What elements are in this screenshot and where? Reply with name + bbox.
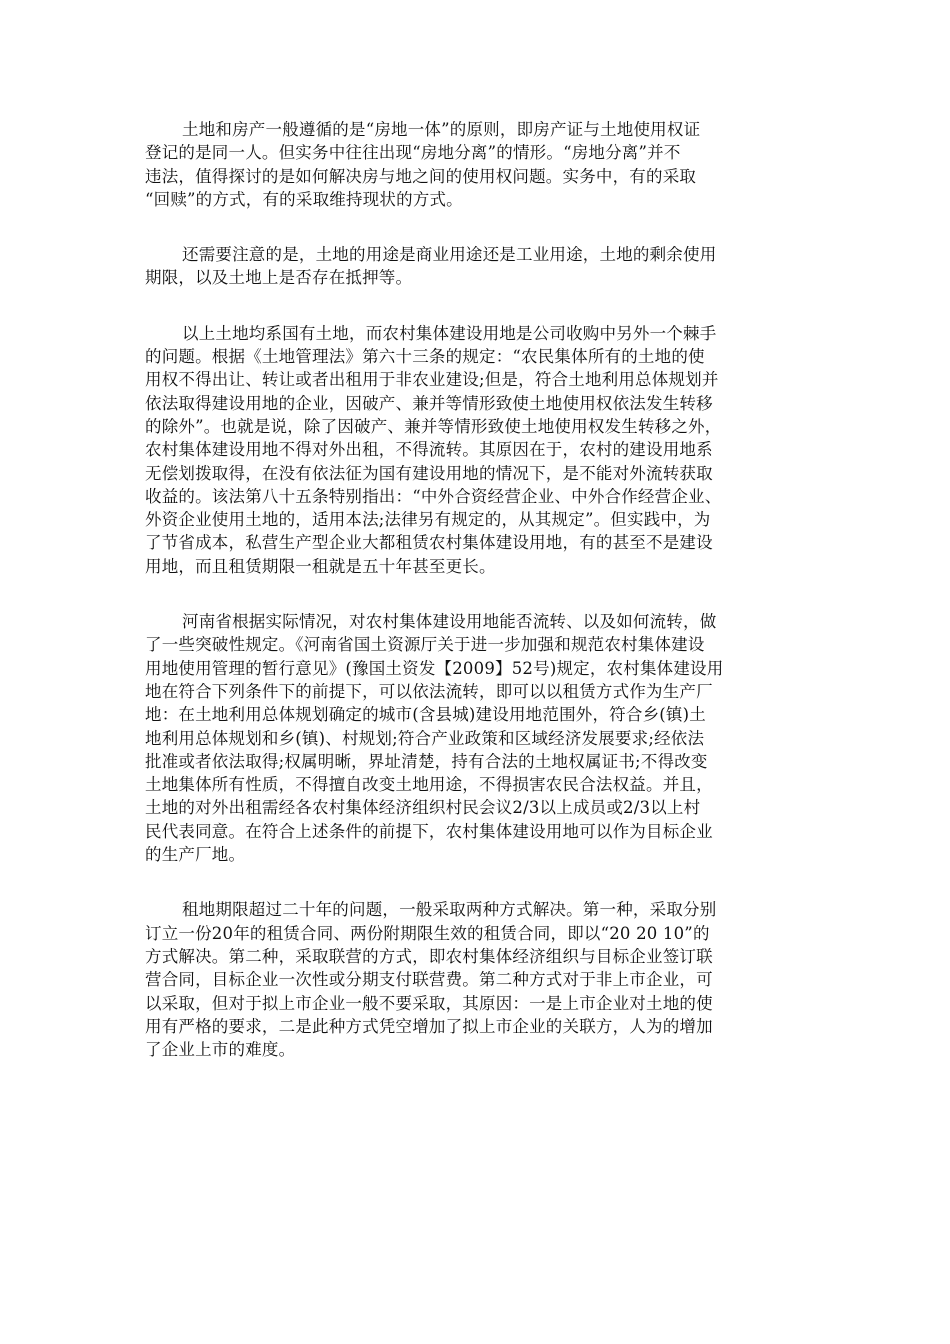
paragraph-line: “回赎”的方式，有的采取维持现状的方式。 xyxy=(145,189,463,209)
paragraph-henan-policy xyxy=(145,610,810,866)
paragraph-line: 收益的。该法第八十五条特别指出：“中外合资经营企业、中外合作经营企业、 xyxy=(145,486,722,506)
paragraph-line: 地利用总体规划和乡(镇)、村规划;符合产业政策和区域经济发展要求;经依法 xyxy=(145,728,705,748)
paragraph-line: 租地期限超过二十年的问题，一般采取两种方式解决。第一种，采取分别 xyxy=(182,900,717,920)
paragraph-line: 营合同，目标企业一次性或分期支付联营费。第二种方式对于非上市企业，可 xyxy=(145,970,713,990)
paragraph-line: 用地，而且租赁期限一租就是五十年甚至更长。 xyxy=(145,556,496,576)
paragraph-line: 方式解决。第二种，采取联营的方式，即农村集体经济组织与目标企业签订联 xyxy=(145,946,713,966)
paragraph-line: 农村集体建设用地不得对外出租，不得流转。其原因在于，农村的建设用地系 xyxy=(145,440,713,460)
paragraph-line: 的除外”。也就是说，除了因破产、兼并等情形致使土地使用权发生转移之外， xyxy=(145,416,722,436)
paragraph-line: 用权不得出让、转让或者出租用于非农业建设;但是，符合土地利用总体规划并 xyxy=(145,370,719,390)
paragraph-line: 还需要注意的是，土地的用途是商业用途还是工业用途，土地的剩余使用 xyxy=(182,245,717,265)
paragraph-line: 依法取得建设用地的企业，因破产、兼并等情形致使土地使用权依法发生转移 xyxy=(145,393,713,413)
paragraph-line: 的生产厂地。 xyxy=(145,845,246,865)
document-page xyxy=(145,118,810,1093)
paragraph-line: 地：在土地利用总体规划确定的城市(含县城)建设用地范围外，符合乡(镇)土 xyxy=(145,705,706,725)
paragraph-line: 河南省根据实际情况，对农村集体建设用地能否流转、以及如何流转，做 xyxy=(182,612,717,632)
paragraph-line: 以采取，但对于拟上市企业一般不要采取，其原因：一是上市企业对土地的使 xyxy=(145,993,713,1013)
paragraph-line: 批准或者依法取得;权属明晰，界址清楚，持有合法的土地权属证书;不得改变 xyxy=(145,751,708,771)
paragraph-line: 地在符合下列条件下的前提下，可以依法流转，即可以以租赁方式作为生产厂 xyxy=(145,681,713,701)
paragraph-line: 违法，值得探讨的是如何解决房与地之间的使用权问题。实务中，有的采取 xyxy=(145,166,697,186)
paragraph-line: 订立一份20年的租赁合同、两份附期限生效的租赁合同，即以“20 20 10”的 xyxy=(145,923,710,943)
paragraph-collective-land xyxy=(145,322,810,578)
paragraph-line: 期限，以及土地上是否存在抵押等。 xyxy=(145,268,413,288)
paragraph-house-land-unity xyxy=(145,118,810,211)
paragraph-land-usage-notes xyxy=(145,243,810,290)
paragraph-line: 登记的是同一人。但实务中往往出现“房地分离”的情形。“房地分离”并不 xyxy=(145,143,681,163)
paragraph-line: 外资企业使用土地的，适用本法;法律另有规定的，从其规定”。但实践中，为 xyxy=(145,510,711,530)
paragraph-line: 土地和房产一般遵循的是“房地一体”的原则，即房产证与土地使用权证 xyxy=(182,120,701,139)
paragraph-line: 无偿划拨取得，在没有依法征为国有建设用地的情况下，是不能对外流转获取 xyxy=(145,463,713,483)
paragraph-lease-term xyxy=(145,898,810,1061)
paragraph-line: 的问题。根据《土地管理法》第六十三条的规定：“农民集体所有的土地的使 xyxy=(145,347,705,367)
paragraph-line: 土地集体所有性质，不得擅自改变土地用途，不得损害农民合法权益。并且， xyxy=(145,775,713,795)
paragraph-line: 了企业上市的难度。 xyxy=(145,1040,296,1060)
paragraph-line: 用地使用管理的暂行意见》(豫国土资发【2009】52号)规定，农村集体建设用 xyxy=(145,658,724,678)
paragraph-line: 土地的对外出租需经各农村集体经济组织村民会议2/3以上成员或2/3以上村 xyxy=(145,798,701,818)
paragraph-line: 用有严格的要求，二是此种方式凭空增加了拟上市企业的关联方，人为的增加 xyxy=(145,1016,713,1036)
paragraph-line: 了节省成本，私营生产型企业大都租赁农村集体建设用地，有的甚至不是建设 xyxy=(145,533,713,553)
paragraph-line: 民代表同意。在符合上述条件的前提下，农村集体建设用地可以作为目标企业 xyxy=(145,821,713,841)
paragraph-line: 了一些突破性规定。《河南省国土资源厅关于进一步加强和规范农村集体建设 xyxy=(145,635,705,655)
paragraph-line: 以上土地均系国有土地，而农村集体建设用地是公司收购中另外一个棘手 xyxy=(182,323,717,343)
